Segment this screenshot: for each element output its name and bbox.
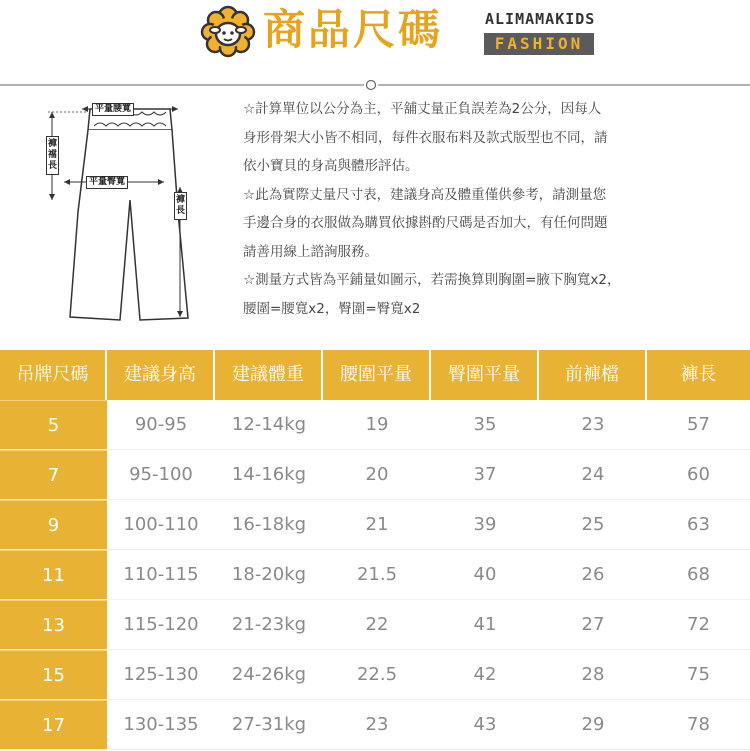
note-line: 手邊合身的衣服做為購買依據斟酌尺碼是否加大，有任何問題	[243, 215, 608, 231]
size-cell: 13	[0, 600, 107, 650]
height-cell: 130-135	[107, 700, 215, 750]
measurement-notes	[243, 95, 703, 323]
hip-width-label: 平量臀寬	[86, 176, 128, 189]
rise-cell: 24	[539, 450, 647, 500]
table-header-row	[0, 350, 750, 400]
pants-measurement-diagram	[30, 92, 240, 332]
length-cell: 63	[647, 500, 750, 550]
waist-cell: 23	[323, 700, 431, 750]
height-cell: 90-95	[107, 400, 215, 450]
sheep-icon	[197, 3, 259, 59]
header-waist: 腰圍平量	[323, 350, 431, 400]
rise-length-label: 褲襠長	[46, 136, 59, 175]
hip-cell: 40	[431, 550, 539, 600]
note-line: 腰圍=腰寬x2，臀圍=臀寬x2	[243, 300, 421, 317]
header-length: 褲長	[647, 350, 750, 400]
weight-cell: 24-26kg	[215, 650, 323, 700]
note-line: 身形骨架大小皆不相同，每件衣服布料及款式版型也不同，請	[243, 129, 608, 146]
header-front-rise: 前褲檔	[539, 350, 647, 400]
table-row	[0, 550, 750, 600]
rise-cell: 26	[539, 550, 647, 600]
hip-cell: 39	[431, 500, 539, 550]
note-line: ☆測量方式皆為平鋪量如圖示，若需換算則胸圍=腋下胸寬x2，	[243, 272, 621, 288]
hip-cell: 41	[431, 600, 539, 650]
header-weight: 建議體重	[215, 350, 323, 400]
table-row	[0, 500, 750, 550]
waist-cell: 20	[323, 450, 431, 500]
rise-cell: 23	[539, 400, 647, 450]
rise-cell: 27	[539, 600, 647, 650]
note-line: ☆計算單位以公分為主，平舖丈量正負誤差為2公分，因每人	[243, 101, 602, 117]
height-cell: 125-130	[107, 650, 215, 700]
pants-length-label: 褲長	[174, 192, 187, 220]
header-height: 建議身高	[107, 350, 215, 400]
rise-cell: 25	[539, 500, 647, 550]
size-cell: 9	[0, 500, 107, 550]
waist-cell: 19	[323, 400, 431, 450]
hip-cell: 37	[431, 450, 539, 500]
size-cell: 17	[0, 700, 107, 750]
weight-cell: 14-16kg	[215, 450, 323, 500]
length-cell: 60	[647, 450, 750, 500]
waist-width-label: 平量腰寬	[92, 103, 134, 116]
height-cell: 115-120	[107, 600, 215, 650]
height-cell: 110-115	[107, 550, 215, 600]
page-title: 商品尺碼	[263, 5, 444, 54]
table-row	[0, 450, 750, 500]
size-table	[0, 350, 750, 750]
hip-cell: 42	[431, 650, 539, 700]
header-tag-size: 吊牌尺碼	[0, 350, 107, 400]
header-divider	[0, 78, 750, 92]
table-row	[0, 650, 750, 700]
brand-tagline: FASHION	[484, 33, 594, 55]
weight-cell: 18-20kg	[215, 550, 323, 600]
rise-cell: 29	[539, 700, 647, 750]
note-line: ☆此為實際丈量尺寸表，建議身高及體重僅供參考，請測量您	[243, 186, 607, 203]
brand-name: ALIMAMAKIDS	[485, 10, 596, 28]
waist-cell: 22.5	[323, 650, 431, 700]
length-cell: 72	[647, 600, 750, 650]
header	[0, 0, 750, 80]
waist-cell: 21	[323, 500, 431, 550]
weight-cell: 27-31kg	[215, 700, 323, 750]
rise-cell: 28	[539, 650, 647, 700]
table-row	[0, 700, 750, 750]
weight-cell: 16-18kg	[215, 500, 323, 550]
length-cell: 68	[647, 550, 750, 600]
note-line: 依小寶貝的身高與體形評估。	[243, 158, 419, 174]
size-cell: 11	[0, 550, 107, 600]
table-row	[0, 400, 750, 450]
size-cell: 7	[0, 450, 107, 500]
hip-cell: 35	[431, 400, 539, 450]
weight-cell: 12-14kg	[215, 400, 323, 450]
length-cell: 75	[647, 650, 750, 700]
waist-cell: 21.5	[323, 550, 431, 600]
weight-cell: 21-23kg	[215, 600, 323, 650]
height-cell: 95-100	[107, 450, 215, 500]
hip-cell: 43	[431, 700, 539, 750]
height-cell: 100-110	[107, 500, 215, 550]
size-cell: 15	[0, 650, 107, 700]
pants-outline-icon	[30, 92, 240, 332]
waist-cell: 22	[323, 600, 431, 650]
note-line: 請善用線上諮詢服務。	[243, 243, 378, 260]
size-cell: 5	[0, 400, 107, 450]
table-row	[0, 600, 750, 650]
header-hip: 臀圍平量	[431, 350, 539, 400]
length-cell: 57	[647, 400, 750, 450]
length-cell: 78	[647, 700, 750, 750]
